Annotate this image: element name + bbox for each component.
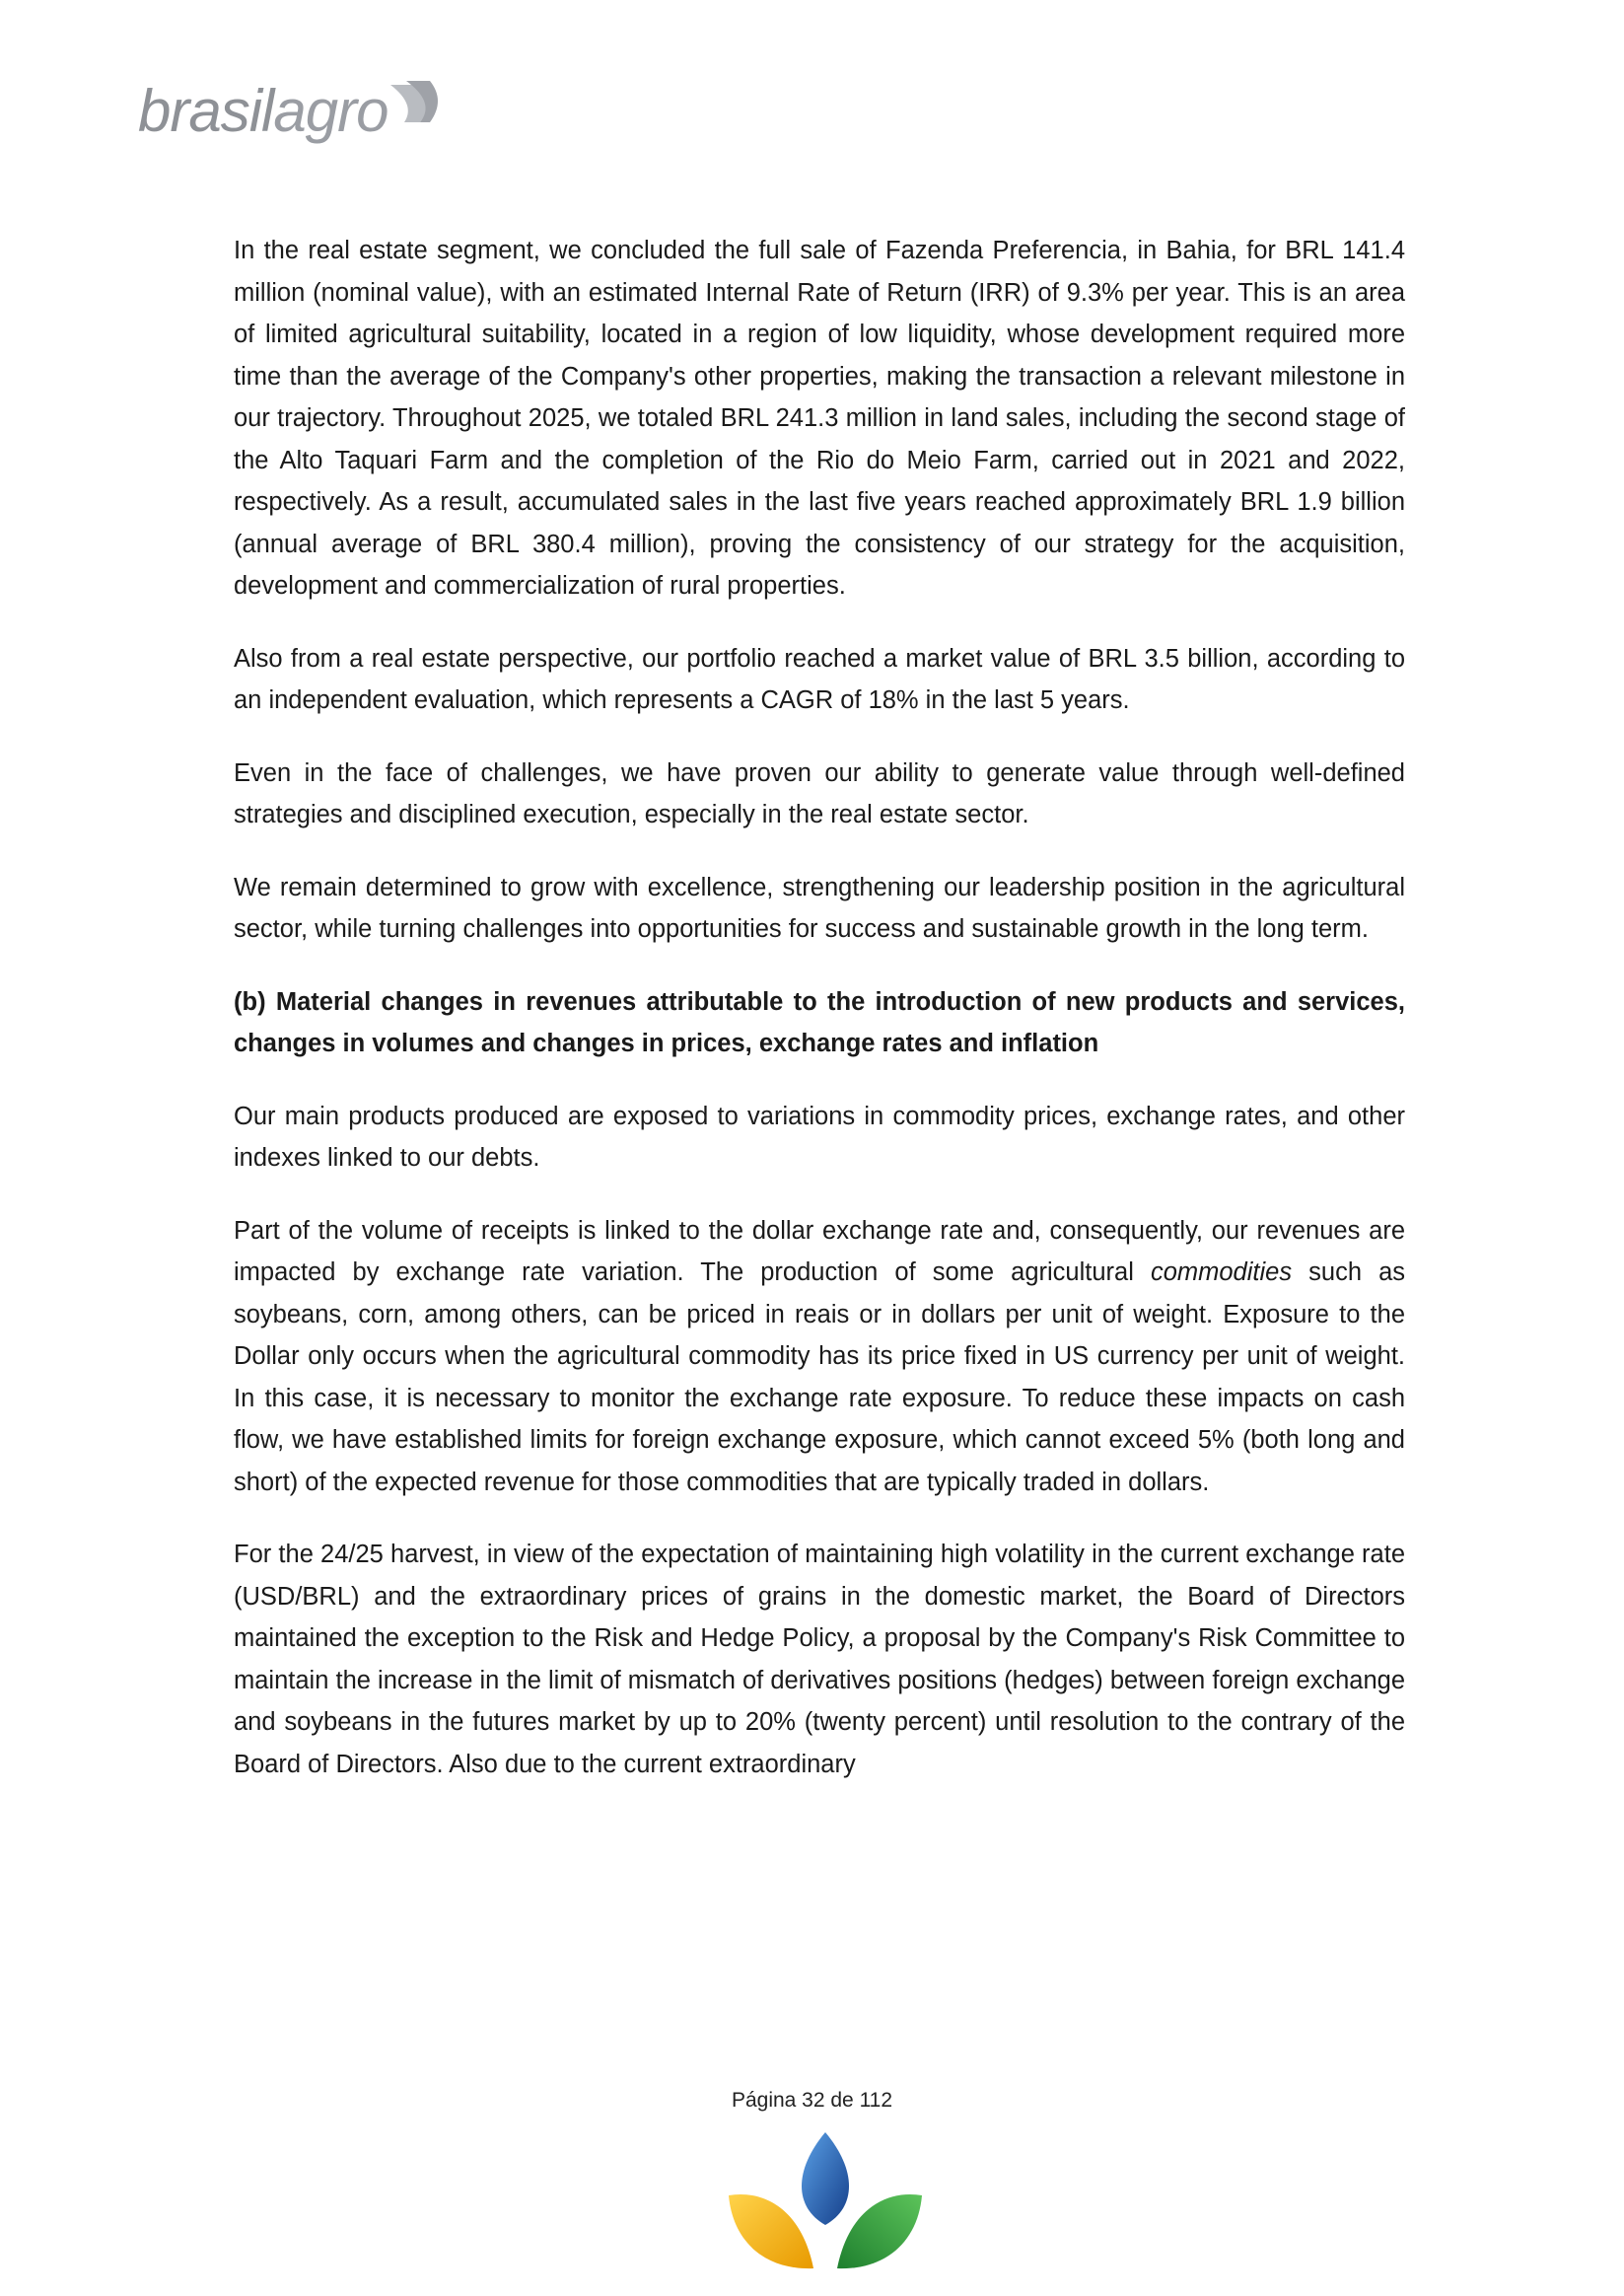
page-number: Página 32 de 112 — [731, 2089, 893, 2112]
logo-suffix: agro — [273, 78, 388, 144]
paragraph-exchange-rate-part1: Part of the volume of receipts is linked to the dollar exchange rate and, consequently, our revenues are impacted by exchange rate variation. The production of some agricultural — [234, 1216, 1405, 1286]
document-body — [234, 230, 1405, 1816]
logo-prefix: brasil — [138, 78, 274, 144]
emphasis-commodities: commodities — [1150, 1258, 1293, 1286]
logo-wordmark — [138, 67, 388, 156]
paragraph-harvest: For the 24/25 harvest, in view of the expectation of maintaining high volatility in the current exchange rate (USD/BRL) and the extraordinary prices of grains in the domestic market, the Board of Directors maintained the exception to the Risk and Hedge Policy, a proposal by the Company's Risk Committee to maintain the increase in the limit of mismatch of derivatives positions (hedges) between foreign exchange and soybeans in the futures market by up to 20% (twenty percent) until resolution to the contrary of the Board of Directors. Also due to the current extraordinary — [234, 1541, 1405, 1778]
paragraph-exposure: Our main products produced are exposed to variations in commodity prices, exchange rates, and other indexes linked to our debts. — [234, 1102, 1405, 1172]
paragraph-exchange-rate-part2: such as soybeans, corn, among others, can be priced in reais or in dollars per unit of weight. Exposure to the Dollar only occurs when the agricultural commodity has its price fixed in US currency per unit of weight. In this case, it is necessary to monitor the exchange rate exposure. To reduce these impacts on cash flow, we have established limits for foreign exchange exposure, which cannot exceed 5% (both long and short) of the expected revenue for those commodities that are typically traded in dollars. — [234, 1258, 1405, 1496]
paragraph-value-generation: Even in the face of challenges, we have proven our ability to generate value through well-defined strategies and disciplined execution, especially in the real estate sector. — [234, 758, 1405, 828]
chevron-swoosh-icon — [387, 79, 448, 128]
paragraph-portfolio-value: Also from a real estate perspective, our portfolio reached a market value of BRL 3.5 billion, according to an independent evaluation, which represents a CAGR of 18% in the last 5 years. — [234, 644, 1405, 714]
brand-logo — [138, 67, 454, 156]
paragraph-growth: We remain determined to grow with excellence, strengthening our leadership position in the agricultural sector, while turning challenges into opportunities for success and sustainable growth in the long term. — [234, 873, 1405, 943]
paragraph-real-estate-sale: In the real estate segment, we concluded the full sale of Fazenda Preferencia, in Bahia, for BRL 141.4 million (nominal value), with an estimated Internal Rate of Return (IRR) of 9.3% per year. This is an area of limited agricultural suitability, located in a region of low liquidity, whose development required more time than the average of the Company's other properties, making the transaction a relevant milestone in our trajectory. Throughout 2025, we totaled BRL 241.3 million in land sales, including the second stage of the Alto Taquari Farm and the completion of the Rio do Meio Farm, carried out in 2021 and 2022, respectively. As a result, accumulated sales in the last five years reached approximately BRL 1.9 billion (annual average of BRL 380.4 million), proving the consistency of our strategy for the acquisition, development and commercialization of rural properties. — [234, 237, 1405, 600]
leaf-emblem-icon — [725, 2130, 927, 2273]
section-heading-b: (b) Material changes in revenues attributable to the introduction of new products and services, changes in volumes and changes in prices, exchange rates and inflation — [234, 987, 1405, 1057]
paragraph-exchange-rate — [234, 1210, 1405, 1504]
